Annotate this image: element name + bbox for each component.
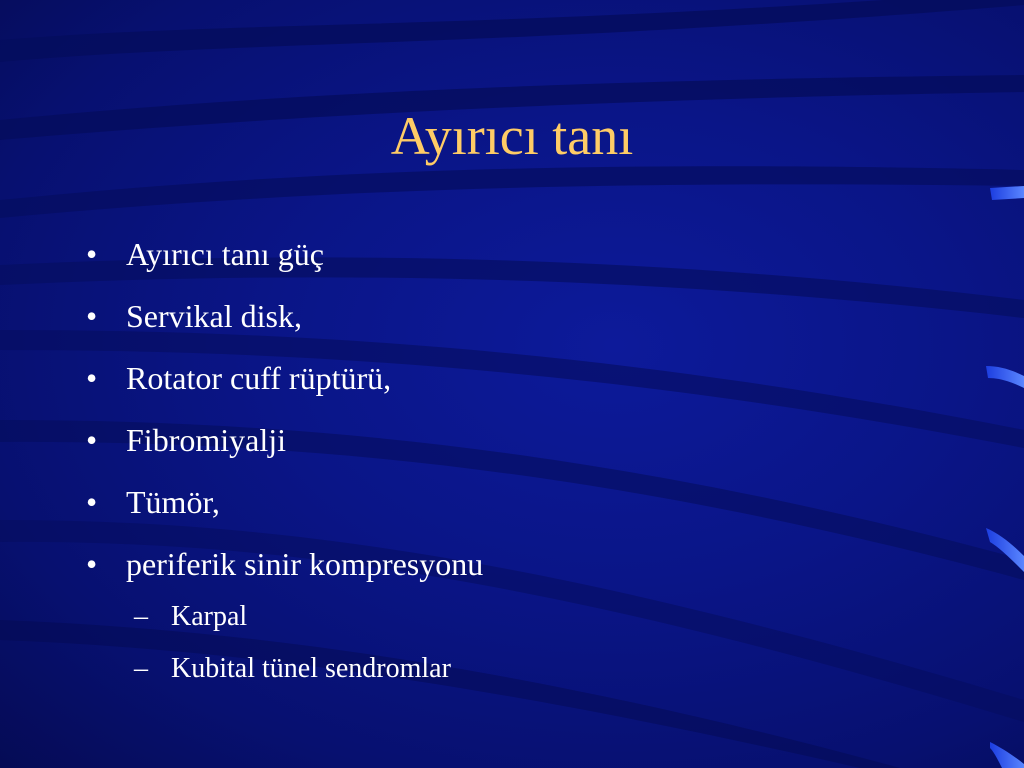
- bullet-dot-icon: •: [86, 484, 98, 520]
- bullet-text: Ayırıcı tanı güç: [126, 236, 324, 272]
- bullet-item: [86, 226, 483, 288]
- sub-bullet-list: [134, 594, 451, 698]
- sub-bullet-text: Karpal: [171, 601, 248, 632]
- bullet-dot-icon: •: [86, 298, 98, 334]
- bullet-item: [86, 350, 483, 412]
- slide-title: Ayırıcı tanı: [390, 106, 634, 166]
- bullet-item: [86, 536, 483, 598]
- bullet-list: [86, 226, 483, 598]
- bullet-text: Servikal disk,: [126, 298, 302, 334]
- swoosh-1: [0, 0, 1024, 62]
- bullet-item: [86, 474, 483, 536]
- bullet-item: [86, 412, 483, 474]
- accent-streak-1: [990, 186, 1024, 200]
- sub-bullet-text: Kubital tünel sendromlar: [171, 653, 451, 684]
- sub-bullet-item: [134, 594, 451, 646]
- sub-bullet-item: [134, 646, 451, 698]
- bullet-dot-icon: •: [86, 546, 98, 582]
- bullet-dot-icon: •: [86, 422, 98, 458]
- bullet-text: Fibromiyalji: [126, 422, 286, 458]
- bullet-dot-icon: •: [86, 360, 98, 396]
- dash-icon: –: [134, 653, 148, 684]
- accent-streak-4: [990, 742, 1024, 768]
- bullet-text: periferik sinir kompresyonu: [126, 546, 484, 582]
- bullet-text: Tümör,: [126, 484, 220, 520]
- accent-streak-2: [986, 366, 1024, 388]
- bullet-text: Rotator cuff rüptürü,: [126, 360, 392, 396]
- bullet-dot-icon: •: [86, 236, 98, 272]
- swoosh-3: [0, 166, 1024, 218]
- bullet-item: [86, 288, 483, 350]
- dash-icon: –: [134, 601, 148, 632]
